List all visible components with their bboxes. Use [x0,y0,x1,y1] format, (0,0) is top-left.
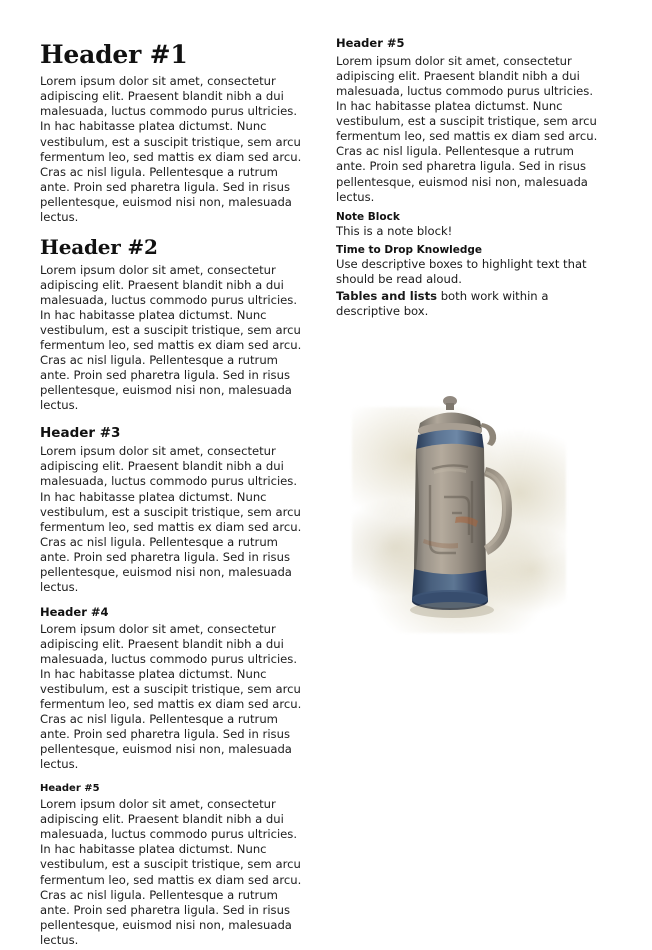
right-column-heading: Header #5 [336,36,405,50]
descriptive-box-rest: both work within a descriptive box. [336,288,549,318]
heading-3: Header #3 [40,424,121,441]
heading-2: Header #2 [40,234,158,259]
right-column [336,36,604,661]
note-block-text: This is a note block! [336,223,453,238]
right-column-paragraph: Lorem ipsum dolor sit amet, consectetur adipiscing elit. Praesent blandit nibh a dui malesuada, luctus commodo purus ultricies. In hac habitasse platea dictumst. Nunc vestibulum, est a suscipit tristique, sem arcu fermentum leo, sed mattis ex diam sed arcu. Cras ac nisl ligula. Pellentesque a rutrum ante. Proin sed pharetra ligula. Sed in risus pellentesque, euismod nisi non, malesuada lectus. [336,54,598,204]
page-title: Header #1 [40,40,188,69]
descriptive-box-text [336,289,604,319]
heading-5: Header #5 [40,783,100,795]
paragraph-5: Lorem ipsum dolor sit amet, consectetur adipiscing elit. Praesent blandit nibh a dui malesuada, luctus commodo purus ultricies. In hac habitasse platea dictumst. Nunc vestibulum, est a suscipit tristique, sem arcu fermentum leo, sed mattis ex diam sed arcu. Cras ac nisl ligula. Pellentesque a rutrum ante. Proin sed pharetra ligula. Sed in risus pellentesque, euismod nisi non, malesuada lectus. [40,797,302,947]
beer-stein-illustration [336,381,604,661]
two-column-layout [40,36,612,950]
heading-4: Header #4 [40,604,109,619]
stein-icon [394,389,524,637]
left-column [40,36,308,950]
descriptive-box-bold-lead: Tables and lists [336,288,438,303]
paragraph-4: Lorem ipsum dolor sit amet, consectetur adipiscing elit. Praesent blandit nibh a dui malesuada, luctus commodo purus ultricies. In hac habitasse platea dictumst. Nunc vestibulum, est a suscipit tristique, sem arcu fermentum leo, sed mattis ex diam sed arcu. Cras ac nisl ligula. Pellentesque a rutrum ante. Proin sed pharetra ligula. Sed in risus pellentesque, euismod nisi non, malesuada lectus. [40,621,302,772]
paragraph-2: Lorem ipsum dolor sit amet, consectetur adipiscing elit. Praesent blandit nibh a dui malesuada, luctus commodo purus ultricies. In hac habitasse platea dictumst. Nunc vestibulum, est a suscipit tristique, sem arcu fermentum leo, sed mattis ex diam sed arcu. Cras ac nisl ligula. Pellentesque a rutrum ante. Proin sed pharetra ligula. Sed in risus pellentesque, euismod nisi non, malesuada lectus. [40,262,302,413]
drop-block-label: Time to Drop Knowledge [336,243,483,256]
paragraph-3: Lorem ipsum dolor sit amet, consectetur adipiscing elit. Praesent blandit nibh a dui malesuada, luctus commodo purus ultricies. In hac habitasse platea dictumst. Nunc vestibulum, est a suscipit tristique, sem arcu fermentum leo, sed mattis ex diam sed arcu. Cras ac nisl ligula. Pellentesque a rutrum ante. Proin sed pharetra ligula. Sed in risus pellentesque, euismod nisi non, malesuada lectus. [40,444,302,594]
note-block-label: Note Block [336,210,400,223]
drop-block-text: Use descriptive boxes to highlight text that should be read aloud. [336,256,587,286]
paragraph-1: Lorem ipsum dolor sit amet, consectetur adipiscing elit. Praesent blandit nibh a dui malesuada, luctus commodo purus ultricies. In hac habitasse platea dictumst. Nunc vestibulum, est a suscipit tristique, sem arcu fermentum leo, sed mattis ex diam sed arcu. Cras ac nisl ligula. Pellentesque a rutrum ante. Proin sed pharetra ligula. Sed in risus pellentesque, euismod nisi non, malesuada lectus. [40,74,302,224]
